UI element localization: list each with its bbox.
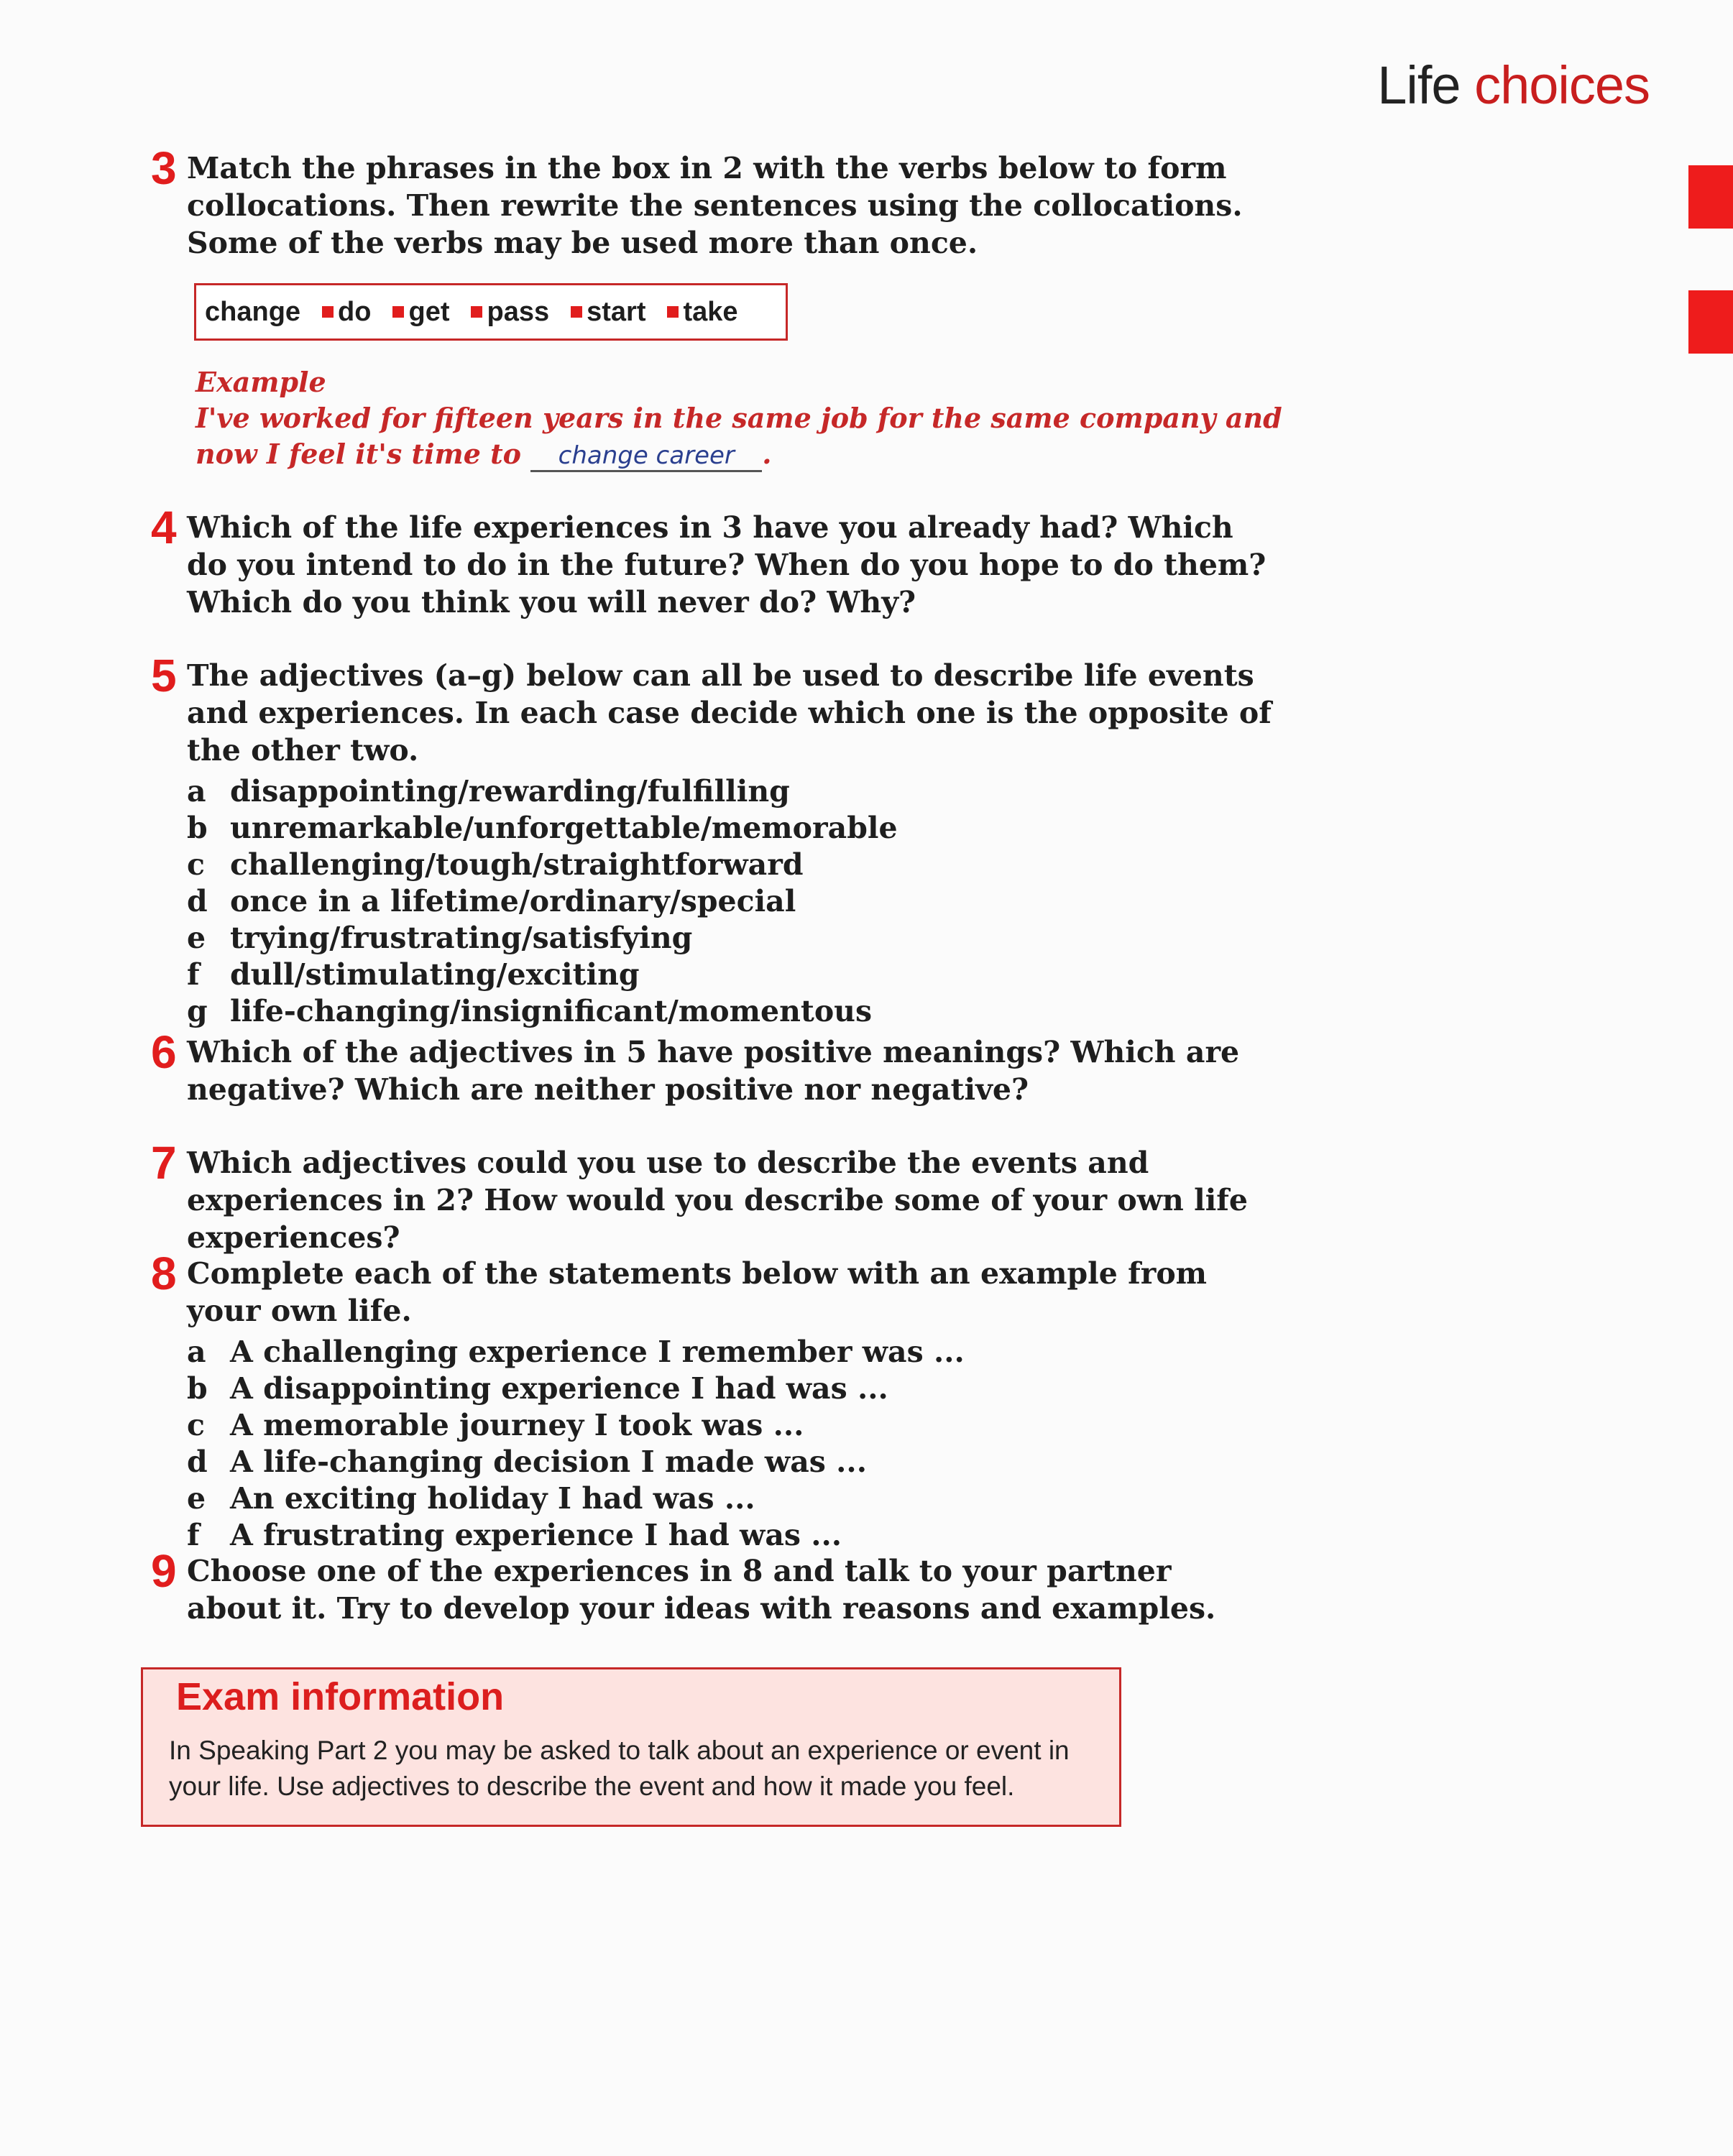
word-box-item	[571, 297, 645, 328]
exercise-instruction: Which of the adjectives in 5 have positive meanings? Which are negative? Which are neither positive nor negative?	[187, 1035, 1240, 1107]
example-answer-blank: change career	[530, 441, 762, 472]
list-item	[187, 883, 1272, 920]
header-word-choices: choices	[1474, 55, 1650, 115]
exercise-number: 9	[151, 1545, 177, 1597]
example-end: .	[762, 438, 772, 470]
item-text: A frustrating experience I had was ...	[230, 1518, 842, 1552]
item-letter: b	[187, 811, 208, 845]
square-bullet-icon	[667, 306, 679, 318]
word-box-item	[471, 297, 549, 328]
item-letter: c	[187, 1408, 205, 1442]
exercise-4	[151, 502, 1272, 621]
list-item	[187, 1517, 1272, 1554]
item-letter: f	[187, 957, 200, 992]
exercise-number: 5	[151, 650, 177, 701]
item-letter: g	[187, 994, 208, 1028]
list-item	[187, 1334, 1272, 1370]
word-box-item	[205, 297, 300, 328]
item-text: life-changing/insignificant/momentous	[230, 994, 873, 1028]
square-bullet-icon	[471, 306, 482, 318]
item-text: dull/stimulating/exciting	[230, 957, 640, 992]
square-bullet-icon	[322, 306, 334, 318]
list-item	[187, 1480, 1272, 1517]
exercise-7	[151, 1137, 1272, 1256]
statement-list	[187, 1334, 1272, 1554]
header-word-life: Life	[1377, 55, 1461, 115]
word-box-word: change	[205, 296, 301, 327]
word-box-item	[392, 297, 449, 328]
adjective-list	[187, 773, 1272, 1030]
example-text: I've worked for fifteen years in the same job for the same company and now I feel it's time to	[196, 402, 1282, 470]
item-letter: f	[187, 1518, 200, 1552]
exercise-number: 3	[151, 142, 177, 194]
list-item	[187, 847, 1272, 883]
word-box-word: get	[408, 296, 450, 327]
item-text: challenging/tough/straightforward	[230, 847, 804, 882]
exercise-number: 8	[151, 1248, 177, 1299]
square-bullet-icon	[392, 306, 404, 318]
exam-information-body: In Speaking Part 2 you may be asked to talk about an experience or event in your life. Use adjectives to describe the event and how it made you feel.	[169, 1736, 1070, 1801]
list-item	[187, 773, 1272, 810]
exercise-instruction: Which adjectives could you use to describe the events and experiences in 2? How would you describe some of your own life experiences?	[187, 1146, 1248, 1255]
example-block	[196, 364, 1295, 472]
square-bullet-icon	[571, 306, 582, 318]
exercise-5	[151, 650, 1272, 1030]
list-item	[187, 1370, 1272, 1407]
item-letter: c	[187, 847, 205, 882]
edge-tab-marker	[1688, 165, 1733, 229]
exercise-number: 7	[151, 1137, 177, 1189]
edge-tab-marker	[1688, 290, 1733, 354]
exercise-8	[151, 1248, 1272, 1554]
exercise-number: 6	[151, 1026, 177, 1078]
item-text: An exciting holiday I had was ...	[230, 1481, 755, 1516]
item-text: disappointing/rewarding/fulfilling	[230, 774, 790, 808]
exercise-instruction: Choose one of the experiences in 8 and talk to your partner about it. Try to develop your ideas with reasons and examples.	[187, 1554, 1216, 1626]
item-text: once in a lifetime/ordinary/special	[230, 884, 796, 918]
exercise-6	[151, 1026, 1272, 1108]
word-box-word: do	[338, 296, 372, 327]
item-letter: a	[187, 1335, 206, 1369]
item-text: A disappointing experience I had was ...	[230, 1371, 888, 1406]
list-item	[187, 1407, 1272, 1444]
item-text: A challenging experience I remember was ...	[230, 1335, 965, 1369]
word-box-word: pass	[487, 296, 550, 327]
word-box-word: take	[683, 296, 738, 327]
item-text: A life-changing decision I made was ...	[230, 1445, 867, 1479]
item-letter: e	[187, 921, 206, 955]
exercise-number: 4	[151, 502, 177, 553]
exercise-instruction: The adjectives (a–g) below can all be used to describe life events and experiences. In each case decide which one is the opposite of the other two.	[187, 658, 1272, 768]
list-item	[187, 993, 1272, 1030]
exam-information-box	[141, 1667, 1121, 1827]
exam-information-title: Exam information	[176, 1675, 505, 1718]
list-item	[187, 957, 1272, 993]
list-item	[187, 1444, 1272, 1480]
item-letter: d	[187, 1445, 208, 1479]
item-text: A memorable journey I took was ...	[230, 1408, 804, 1442]
word-box-item	[667, 297, 737, 328]
exercise-3	[151, 142, 1272, 262]
word-box-word: start	[587, 296, 646, 327]
exercise-9	[151, 1545, 1272, 1627]
word-box-item	[322, 297, 371, 328]
item-text: unremarkable/unforgettable/memorable	[230, 811, 898, 845]
example-label: Example	[196, 366, 326, 398]
list-item	[187, 810, 1272, 847]
list-item	[187, 920, 1272, 957]
exercise-instruction: Complete each of the statements below with an example from your own life.	[187, 1256, 1208, 1328]
item-letter: b	[187, 1371, 208, 1406]
page-header	[1377, 55, 1650, 116]
item-letter: a	[187, 774, 206, 808]
exercise-instruction: Match the phrases in the box in 2 with the verbs below to form collocations. Then rewrite the sentences using the collocations. Some of the verbs may be used more than once.	[187, 151, 1243, 260]
exercise-instruction: Which of the life experiences in 3 have you already had? Which do you intend to do in the future? When do you hope to do them? Which do you think you will never do? Why?	[187, 510, 1267, 619]
item-text: trying/frustrating/satisfying	[230, 921, 693, 955]
example-sentence	[196, 400, 1295, 472]
item-letter: e	[187, 1481, 206, 1516]
word-box	[194, 283, 788, 341]
item-letter: d	[187, 884, 208, 918]
